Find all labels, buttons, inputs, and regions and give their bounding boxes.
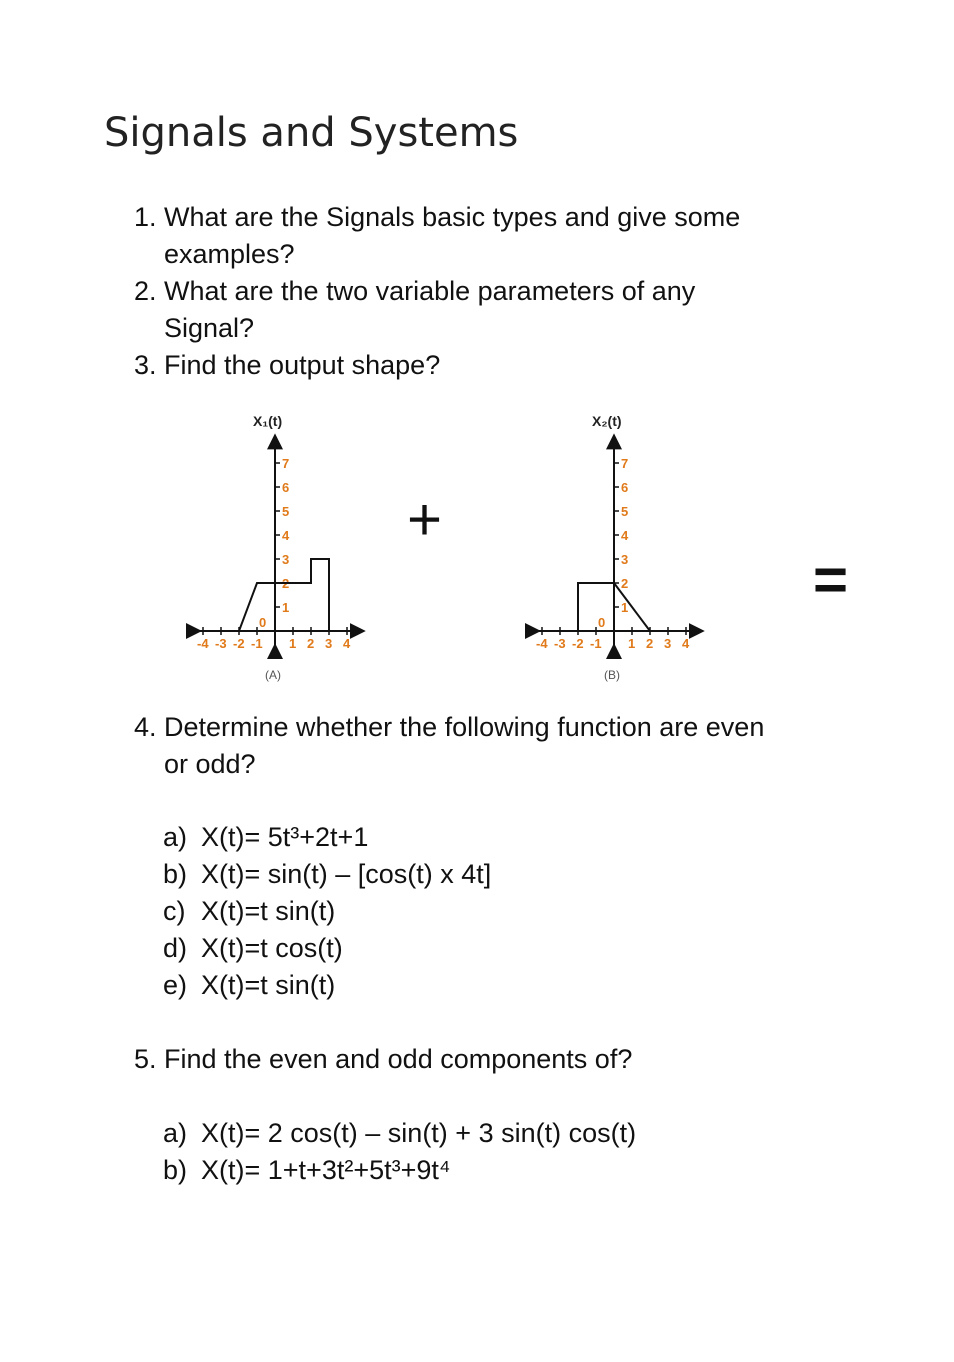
y-tick-label: 5 bbox=[621, 504, 629, 519]
x-tick-label: 2 bbox=[307, 636, 315, 651]
x-tick-label: -1 bbox=[590, 636, 602, 651]
q4-item-b bbox=[163, 856, 491, 893]
q4-item-a bbox=[163, 819, 368, 856]
graph-b bbox=[533, 413, 697, 682]
y-tick-label: 6 bbox=[282, 480, 290, 495]
x-tick-label: -1 bbox=[251, 636, 263, 651]
item-label: a) bbox=[163, 1118, 188, 1148]
y-tick-label: 4 bbox=[282, 528, 290, 543]
item-expr: X(t)= sin(t) – [cos(t) x 4t] bbox=[201, 859, 492, 889]
question-text-cont: examples? bbox=[164, 239, 295, 269]
question-number: 3. bbox=[134, 350, 157, 380]
item-label: a) bbox=[163, 822, 188, 852]
origin-label: 0 bbox=[598, 615, 606, 630]
question-1 bbox=[134, 199, 740, 273]
graph-a bbox=[194, 413, 358, 682]
equals-sign: = bbox=[813, 546, 849, 613]
x-tick-label: -4 bbox=[536, 636, 548, 651]
q4-item-d bbox=[163, 930, 343, 967]
question-text: What are the two variable parameters of any bbox=[164, 276, 696, 306]
x-tick-label: -2 bbox=[233, 636, 245, 651]
x-tick-label: 3 bbox=[664, 636, 672, 651]
y-tick-label: 6 bbox=[621, 480, 629, 495]
item-expr: X(t)= 2 cos(t) – sin(t) + 3 sin(t) cos(t) bbox=[201, 1118, 637, 1148]
plus-sign: + bbox=[407, 486, 443, 553]
q5-item-b bbox=[163, 1152, 451, 1189]
page-title: Signals and Systems bbox=[104, 110, 519, 156]
y-tick-label: 7 bbox=[621, 456, 629, 471]
question-number: 1. bbox=[134, 202, 157, 232]
x-tick-label: 2 bbox=[646, 636, 654, 651]
q4-item-c bbox=[163, 893, 335, 930]
signal-line bbox=[239, 559, 329, 631]
item-label: b) bbox=[163, 859, 188, 889]
question-2 bbox=[134, 273, 695, 347]
question-5 bbox=[134, 1041, 632, 1078]
origin-label: 0 bbox=[259, 615, 267, 630]
y-tick-label: 1 bbox=[282, 600, 290, 615]
y-tick-label: 2 bbox=[621, 576, 629, 591]
item-expr: X(t)=t sin(t) bbox=[201, 970, 336, 1000]
item-expr: X(t)=t sin(t) bbox=[201, 896, 336, 926]
x-tick-label: 1 bbox=[628, 636, 636, 651]
q5-item-a bbox=[163, 1115, 636, 1152]
question-number: 4. bbox=[134, 712, 157, 742]
y-axis-label: X₂(t) bbox=[592, 412, 622, 429]
question-3 bbox=[134, 347, 440, 384]
x-tick-label: 3 bbox=[325, 636, 333, 651]
x-tick-label: -3 bbox=[215, 636, 227, 651]
x-tick-label: 4 bbox=[682, 636, 690, 651]
graph-caption: (A) bbox=[265, 668, 281, 682]
q4-item-e bbox=[163, 967, 335, 1004]
question-text: Determine whether the following function are even bbox=[164, 712, 765, 742]
y-tick-label: 3 bbox=[621, 552, 629, 567]
item-label: b) bbox=[163, 1155, 188, 1185]
y-tick-label: 1 bbox=[621, 600, 629, 615]
y-tick-label: 4 bbox=[621, 528, 629, 543]
x-tick-label: -4 bbox=[197, 636, 209, 651]
signal-figure bbox=[0, 395, 954, 695]
question-number: 2. bbox=[134, 276, 157, 306]
y-tick-label: 7 bbox=[282, 456, 290, 471]
item-expr: X(t)= 5t³+2t+1 bbox=[201, 822, 369, 852]
x-tick-label: 1 bbox=[289, 636, 297, 651]
question-4 bbox=[134, 709, 764, 783]
item-label: c) bbox=[163, 896, 186, 926]
question-text-cont: Signal? bbox=[164, 313, 255, 343]
item-label: d) bbox=[163, 933, 188, 963]
question-text: What are the Signals basic types and give some bbox=[164, 202, 741, 232]
x-tick-label: -3 bbox=[554, 636, 566, 651]
question-text: Find the even and odd components of? bbox=[164, 1044, 633, 1074]
graph-caption: (B) bbox=[604, 668, 620, 682]
question-text-cont: or odd? bbox=[164, 749, 256, 779]
x-tick-label: 4 bbox=[343, 636, 351, 651]
item-expr: X(t)= 1+t+3t²+5t³+9t⁴ bbox=[201, 1155, 451, 1185]
item-expr: X(t)=t cos(t) bbox=[201, 933, 343, 963]
question-number: 5. bbox=[134, 1044, 157, 1074]
y-axis-label: X₁(t) bbox=[253, 412, 283, 429]
y-tick-label: 3 bbox=[282, 552, 290, 567]
y-tick-label: 5 bbox=[282, 504, 290, 519]
y-tick-label: 2 bbox=[282, 576, 290, 591]
question-text: Find the output shape? bbox=[164, 350, 441, 380]
item-label: e) bbox=[163, 970, 188, 1000]
x-tick-label: -2 bbox=[572, 636, 584, 651]
